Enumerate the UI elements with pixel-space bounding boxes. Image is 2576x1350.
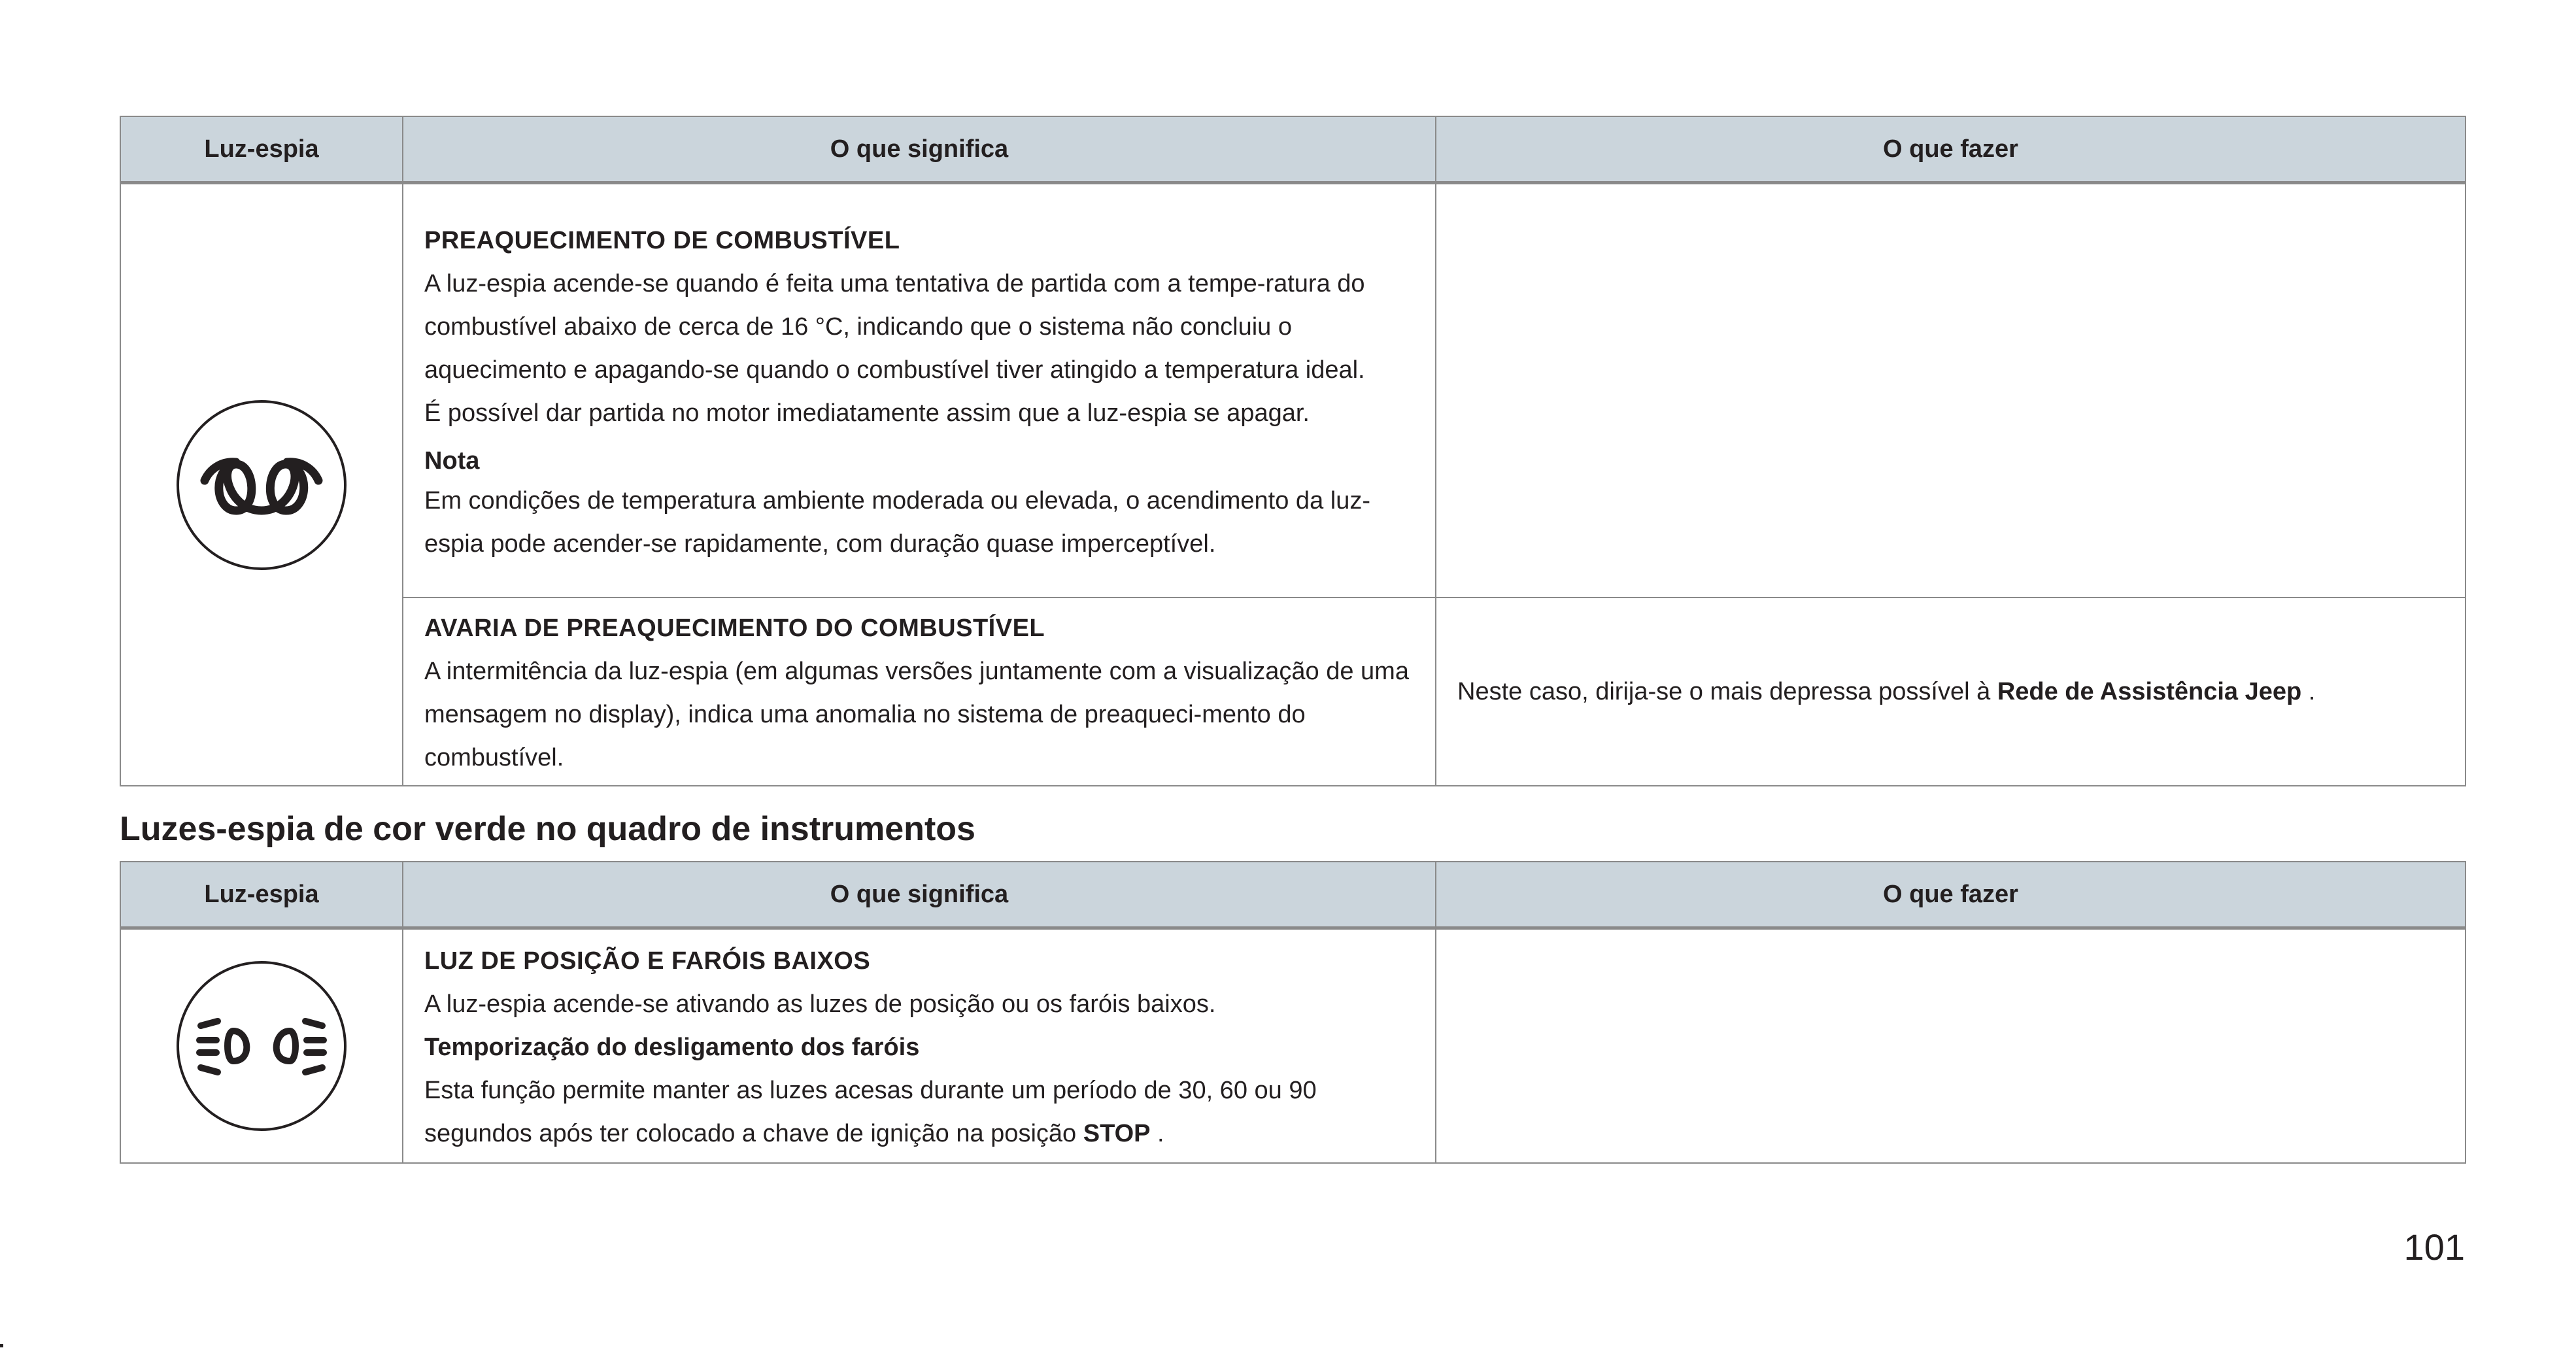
action-suffix: . [2301,678,2316,705]
icon-cell [120,183,403,786]
header-luz-espia: Luz-espia [120,862,403,928]
action-cell [1436,598,2466,786]
table-row [120,928,2466,1164]
icon-cell [120,928,403,1164]
description-paragraph [424,1069,1415,1155]
description-text: Esta função permite manter as luzes acesas durante um período de 30, 60 ou 90 segundos após ter colocado a chave de ignição na posição [424,1077,1317,1147]
description-paragraph: A luz-espia acende-se ativando as luzes de posição ou os faróis baixos. [424,990,1216,1018]
item-title: LUZ DE POSIÇÃO E FARÓIS BAIXOS [424,947,871,975]
section-heading: Luzes-espia de cor verde no quadro de instrumentos [120,810,975,848]
description-cell [403,928,1436,1164]
note-title: Nota [424,447,480,475]
page-number: 101 [2403,1226,2465,1268]
header-o-que-fazer: O que fazer [1436,116,2466,183]
description-cell [403,183,1436,598]
table-row [120,598,2466,786]
subsection-title: Temporização do desligamento dos faróis [424,1034,920,1061]
header-o-que-fazer: O que fazer [1436,862,2466,928]
corner-mark [0,1344,3,1347]
warning-lights-table-green [120,861,2466,1164]
description-paragraph: A intermitência da luz-espia (em algumas versões juntamente com a visualização de uma mensagem no display), indica uma anomalia no sistema de preaqueci-mento do combustível. [424,658,1409,771]
action-cell [1436,928,2466,1164]
description-cell [403,598,1436,786]
table-header-row [120,116,2466,183]
ignition-position-text: STOP [1083,1120,1151,1147]
description-paragraph: A luz-espia acende-se quando é feita uma tentativa de partida com a tempe-ratura do combustível abaixo de cerca de 16 °C, indicando que o sistema não concluiu o aquecimento e apagando-se quando o combustível tiver atingido a temperatura ideal. [424,269,1365,384]
table-row [120,183,2466,598]
assistance-network-text: Rede de Assistência Jeep [1997,678,2302,705]
action-text: Neste caso, dirija-se o mais depressa possível à [1457,678,1997,705]
header-o-que-significa: O que significa [403,116,1436,183]
warning-lights-table-amber [120,116,2466,786]
table-header-row [120,862,2466,928]
glow-plug-coil-icon [173,397,350,573]
item-title: PREAQUECIMENTO DE COMBUSTÍVEL [424,226,900,254]
header-luz-espia: Luz-espia [120,116,403,183]
item-title: AVARIA DE PREAQUECIMENTO DO COMBUSTÍVEL [424,615,1045,642]
description-paragraph: É possível dar partida no motor imediatamente assim que a luz-espia se apagar. [424,399,1310,427]
description-suffix: . [1150,1120,1164,1147]
note-text: Em condições de temperatura ambiente moderada ou elevada, o acendimento da luz-espia pode acender-se rapidamente, com duração quase imperceptível. [424,486,1370,558]
action-cell [1436,183,2466,598]
header-o-que-significa: O que significa [403,862,1436,928]
position-lights-low-beam-icon [173,958,350,1134]
